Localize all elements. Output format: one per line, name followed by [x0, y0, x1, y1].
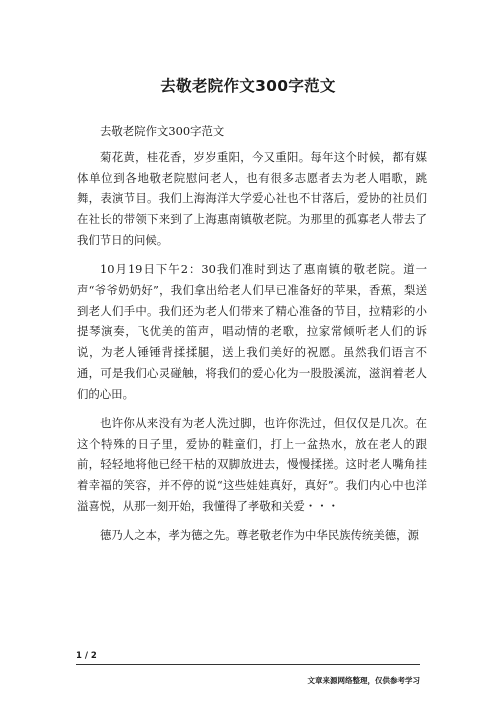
subtitle-paragraph: 去敬老院作文300字范文	[100, 124, 225, 138]
body-paragraph: 菊花黄，桂花香，岁岁重阳，今又重阳。每年这个时候，都有媒体单位到各地敬老院慰问老人，也有很多志愿者去为老人唱歌，跳舞，表演节目。我们上海海洋大学爱心社也不甘落后，爱协的社员们在社长的带领下来到了上海惠南镇敬老院。为那里的孤寡老人带去了我们节日的问候。	[77, 149, 427, 247]
document-body	[77, 121, 427, 554]
body-paragraph: 10月19日下午2：30我们准时到达了惠南镇的敬老院。道一声“爷爷奶奶好”，我们拿出给老人们早已准备好的苹果，香蕉，梨送到老人们手中。我们还为老人们带来了精心准备的节目，拉精彩的小提琴演奏，飞优美的笛声，唱动情的老歌，拉家常倾听老人们的诉说，为老人锤锤背揉揉腿，送上我们美好的祝愿。虽然我们语言不通，可是我们心灵碰触，将我们的爱心化为一股股溪流，滋润着老人们的心田。	[77, 261, 427, 401]
footer-divider	[76, 664, 420, 665]
body-paragraph: 也许你从来没有为老人洗过脚，也许你洗过，但仅仅是几次。在这个特殊的日子里，爱协的鞋童们，打上一盆热水，放在老人的跟前，轻轻地将他已经干枯的双脚放进去，慢慢揉搓。这时老人嘴角挂着幸福的笑容，并不停的说“这些娃娃真好，真好”。我们内心中也洋溢喜悦，从那一刻开始，我懂得了孝敬和关爱・・・	[77, 415, 427, 513]
page-number: 1 / 2	[76, 651, 97, 661]
body-paragraph: 德乃人之本，孝为德之先。尊老敬老作为中华民族传统美德，源	[100, 527, 419, 542]
footer-note: 文章来源网络整理，仅供参考学习	[307, 676, 420, 685]
document-title: 去敬老院作文300字范文	[160, 77, 336, 95]
